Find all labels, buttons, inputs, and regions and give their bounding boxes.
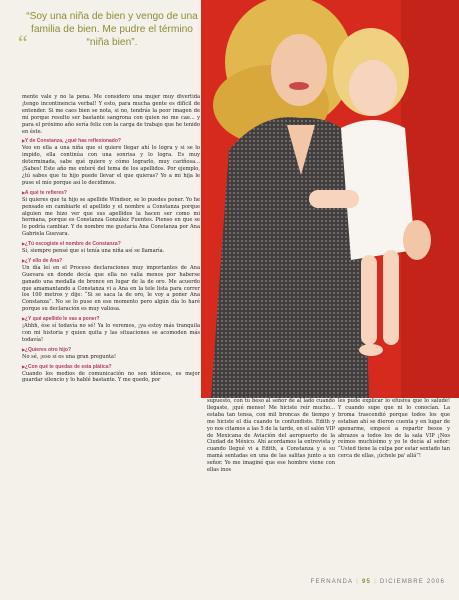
question: ▶ Y de Constanza, ¿qué has reflexionado?	[22, 138, 200, 145]
question: ▶ A qué te refieres?	[22, 190, 200, 197]
paragraph: Si quieres que tu hijo se apellide Windsor, se lo puedes poner. Yo he pensado en cambiarle el apellido y el nombre a Constanza porque alguien me hizo ver que sus apellidos la hacen ser como mi hermana, porque es Constanza González Fuentes. Pienso en que se lo podría cambiar. Y de nombre me gustaría Ana Constanza por Ana Gabriela Guevara.	[22, 196, 200, 238]
paragraph: supuesto, con tu beso al señor de al lado cuando llegaste, ¡qué menso! Me hiciste reír mucho... estaba tan tensa, con mil broncas de tiempo y me hiciste el día cuando te confundiste. Edith y yo nos citamos a las 5 de la tarde, en el salón VIP de Mexicana de Aviación del aeropuerto de la Ciudad de México. Ahí acordamos la entrevista y cuando llegué vi a Edith, a Constanza y a su mamá sentadas en una de las salitas junto a un señor. Yo me imaginé que ese hombre viene con ellas inos	[207, 398, 336, 474]
question: ▶ ¿Quieres otro hijo?	[22, 347, 200, 354]
question: ▶ ¿Y ello de Ana?	[22, 258, 200, 265]
magazine-name: FERNANDA	[310, 579, 354, 585]
quote-mark-icon: “	[18, 30, 28, 55]
bottom-column-2	[338, 398, 450, 460]
cover-photo	[201, 0, 459, 398]
question: ▶ ¿Y qué apellido le vas a poner?	[22, 316, 200, 323]
bottom-column-1	[207, 398, 335, 474]
paragraph: No sé, ¡eso sí es una gran pregunta!	[22, 353, 116, 360]
paragraph: Un día leí en el Proceso declaraciones muy importantes de Ana Guevara en donde decía que ella no valía menos por haberse ganado una medalla de bronce en lugar de la de oro. Me acuerdo que amamantando a Constanza vi a Ana en la tele lista para correr los 100 metros y dije: “Si se saca la de oro, le voy a poner Ana Constanza”. No se lo puse en ese momento pero algún día lo haré porque su declaración es muy valiosa.	[22, 264, 200, 313]
pull-quote: “Soy una niña de bien y vengo de una familia de bien. Me pudre el término “niña bien”.	[26, 11, 198, 48]
paragraph: Cuando los medios de comunicación no son idóneos, es mejor guardar silencio y lo hablé bastante. Y me quedo, por	[22, 370, 200, 384]
page-footer: FERNANDA | 95 | DICIEMBRE 2006	[310, 579, 445, 585]
paragraph: mente vale y no la pena. Me considero una mujer muy divertida ¡tengo incontinencia verbal! Y esto, para mucha gente es difícil de entender. Si me caes bien se nota, si no, tendrás la peor imagen de mí porque resulto ser bastante sangrona con quien no me cae... y para el próximo año sería feliz con la carga de trabajo que he tenido en éste.	[22, 94, 200, 135]
paragraph: Veo en ella a una niña que si quiere llegar ahí lo logra y si se lo impido, ella continúa con una sonrisa y lo logra. Es muy determinada, sabe qué quiere y cómo lograrlo, muy cariñosa... ¡Sabes! Este año me enteré del tema de los apellidos. Por ejemplo, ¿tú sabes que tu hijo puede llevar el que quieras? Yo a mi hija le puse el mío porque así lo decidimos.	[22, 145, 200, 186]
question: ▶ ¿Con qué te quedas de esta plática?	[22, 364, 200, 371]
issue-date: DICIEMBRE 2006	[379, 579, 445, 585]
left-column	[22, 94, 200, 386]
paragraph: les pude explicar lo efusiva que lo saludé! Y cuando supe que ni lo conocían. La broma trascendió porque todos los que estaban ahí se dieron cuenta y en lugar de apenarme, empecé a repartir besos y abrazos a todos los de la sala VIP ¡Nos reímos muchísimo y yo le decía al señor: “Usted tiene la culpa por estar sentado tan cerca de ellas, ¡úchele pa' allá”!	[338, 398, 450, 460]
paragraph: Sí, siempre pensé que si tenía una niña así se llamaría.	[22, 248, 165, 255]
page-number: 95	[362, 579, 372, 585]
paragraph: ¡Ahhh, ése sí todavía no sé! Ya lo veremos, ¡ya estoy más tranquila con mi historia y quien quita y las situaciones se acomoden más todavía!	[22, 323, 200, 343]
question: ▶ ¿Tú escogiste el nombre de Constanza?	[22, 241, 200, 248]
